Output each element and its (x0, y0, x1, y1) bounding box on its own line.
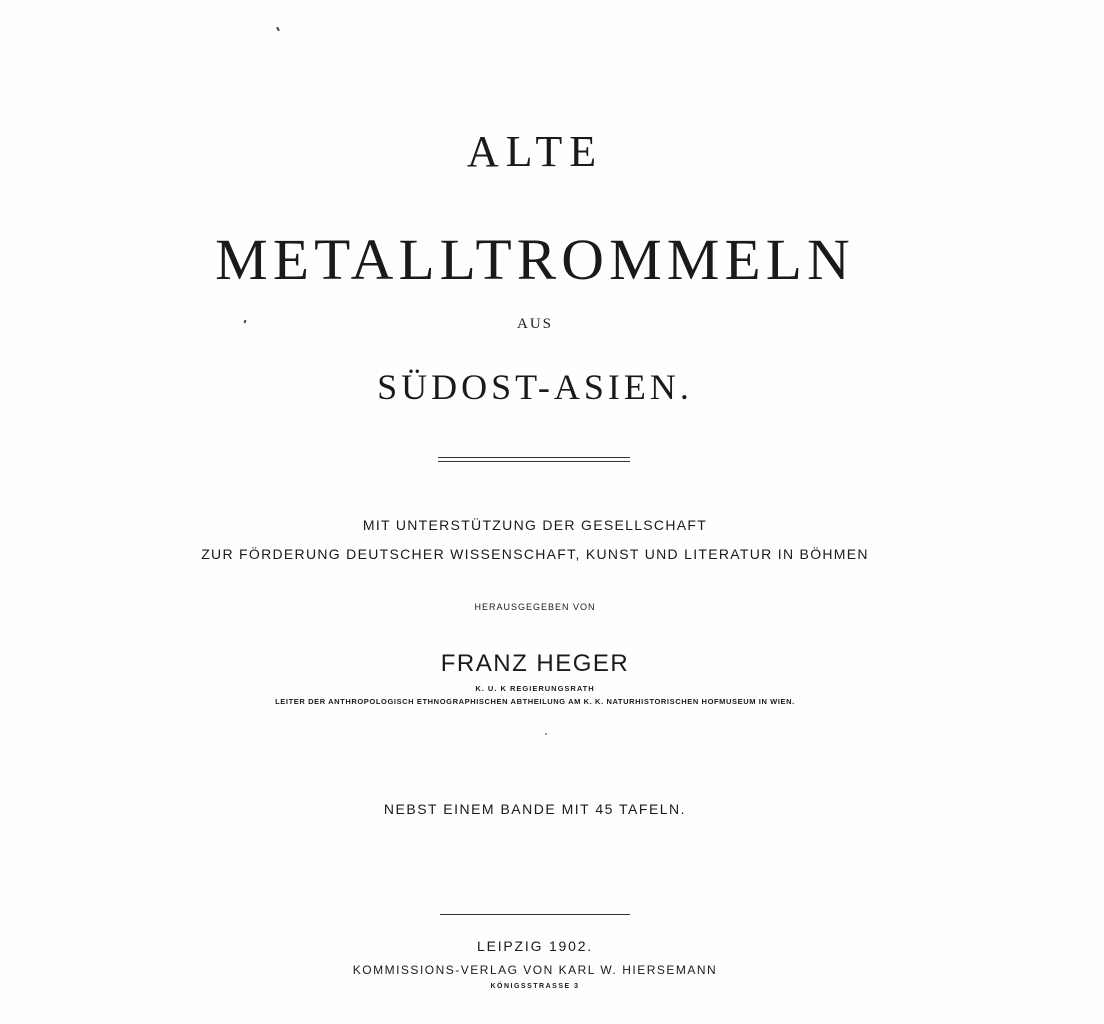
double-rule-top (438, 457, 630, 458)
title-line-2: METALLTROMMELN (215, 227, 855, 292)
print-speck (276, 27, 280, 31)
imprint-address: KÖNIGSSTRASSE 3 (490, 983, 580, 990)
editor-position: LEITER DER ANTHROPOLOGISCH ETHNOGRAPHISCHEN ABTHEILUNG AM K. K. NATURHISTORISCHEN HOFMUSEUM IN WIEN. (275, 697, 795, 706)
imprint-place-year: LEIPZIG 1902. (476, 938, 593, 954)
imprint-rule (440, 914, 630, 915)
title-line-1: ALTE (466, 127, 604, 176)
title-connector: AUS (516, 316, 553, 332)
imprint-publisher: KOMMISSIONS-VERLAG VON KARL W. HIERSEMANN (352, 963, 718, 977)
editor-name: FRANZ HEGER (440, 650, 630, 677)
double-rule-bottom (438, 461, 630, 462)
print-speck (545, 733, 547, 735)
subtitle-line-2: ZUR FÖRDERUNG DEUTSCHER WISSENSCHAFT, KUNST UND LITERATUR IN BÖHMEN (201, 546, 869, 562)
title-line-3: SÜDOST-ASIEN. (377, 367, 693, 407)
editor-rank: K. U. K REGIERUNGSRATH (475, 684, 595, 693)
subtitle-line-1: MIT UNTERSTÜTZUNG DER GESELLSCHAFT (362, 517, 708, 533)
supplement-note: NEBST EINEM BANDE MIT 45 TAFELN. (383, 801, 687, 817)
editor-intro: HERAUSGEGEBEN VON (474, 602, 596, 612)
